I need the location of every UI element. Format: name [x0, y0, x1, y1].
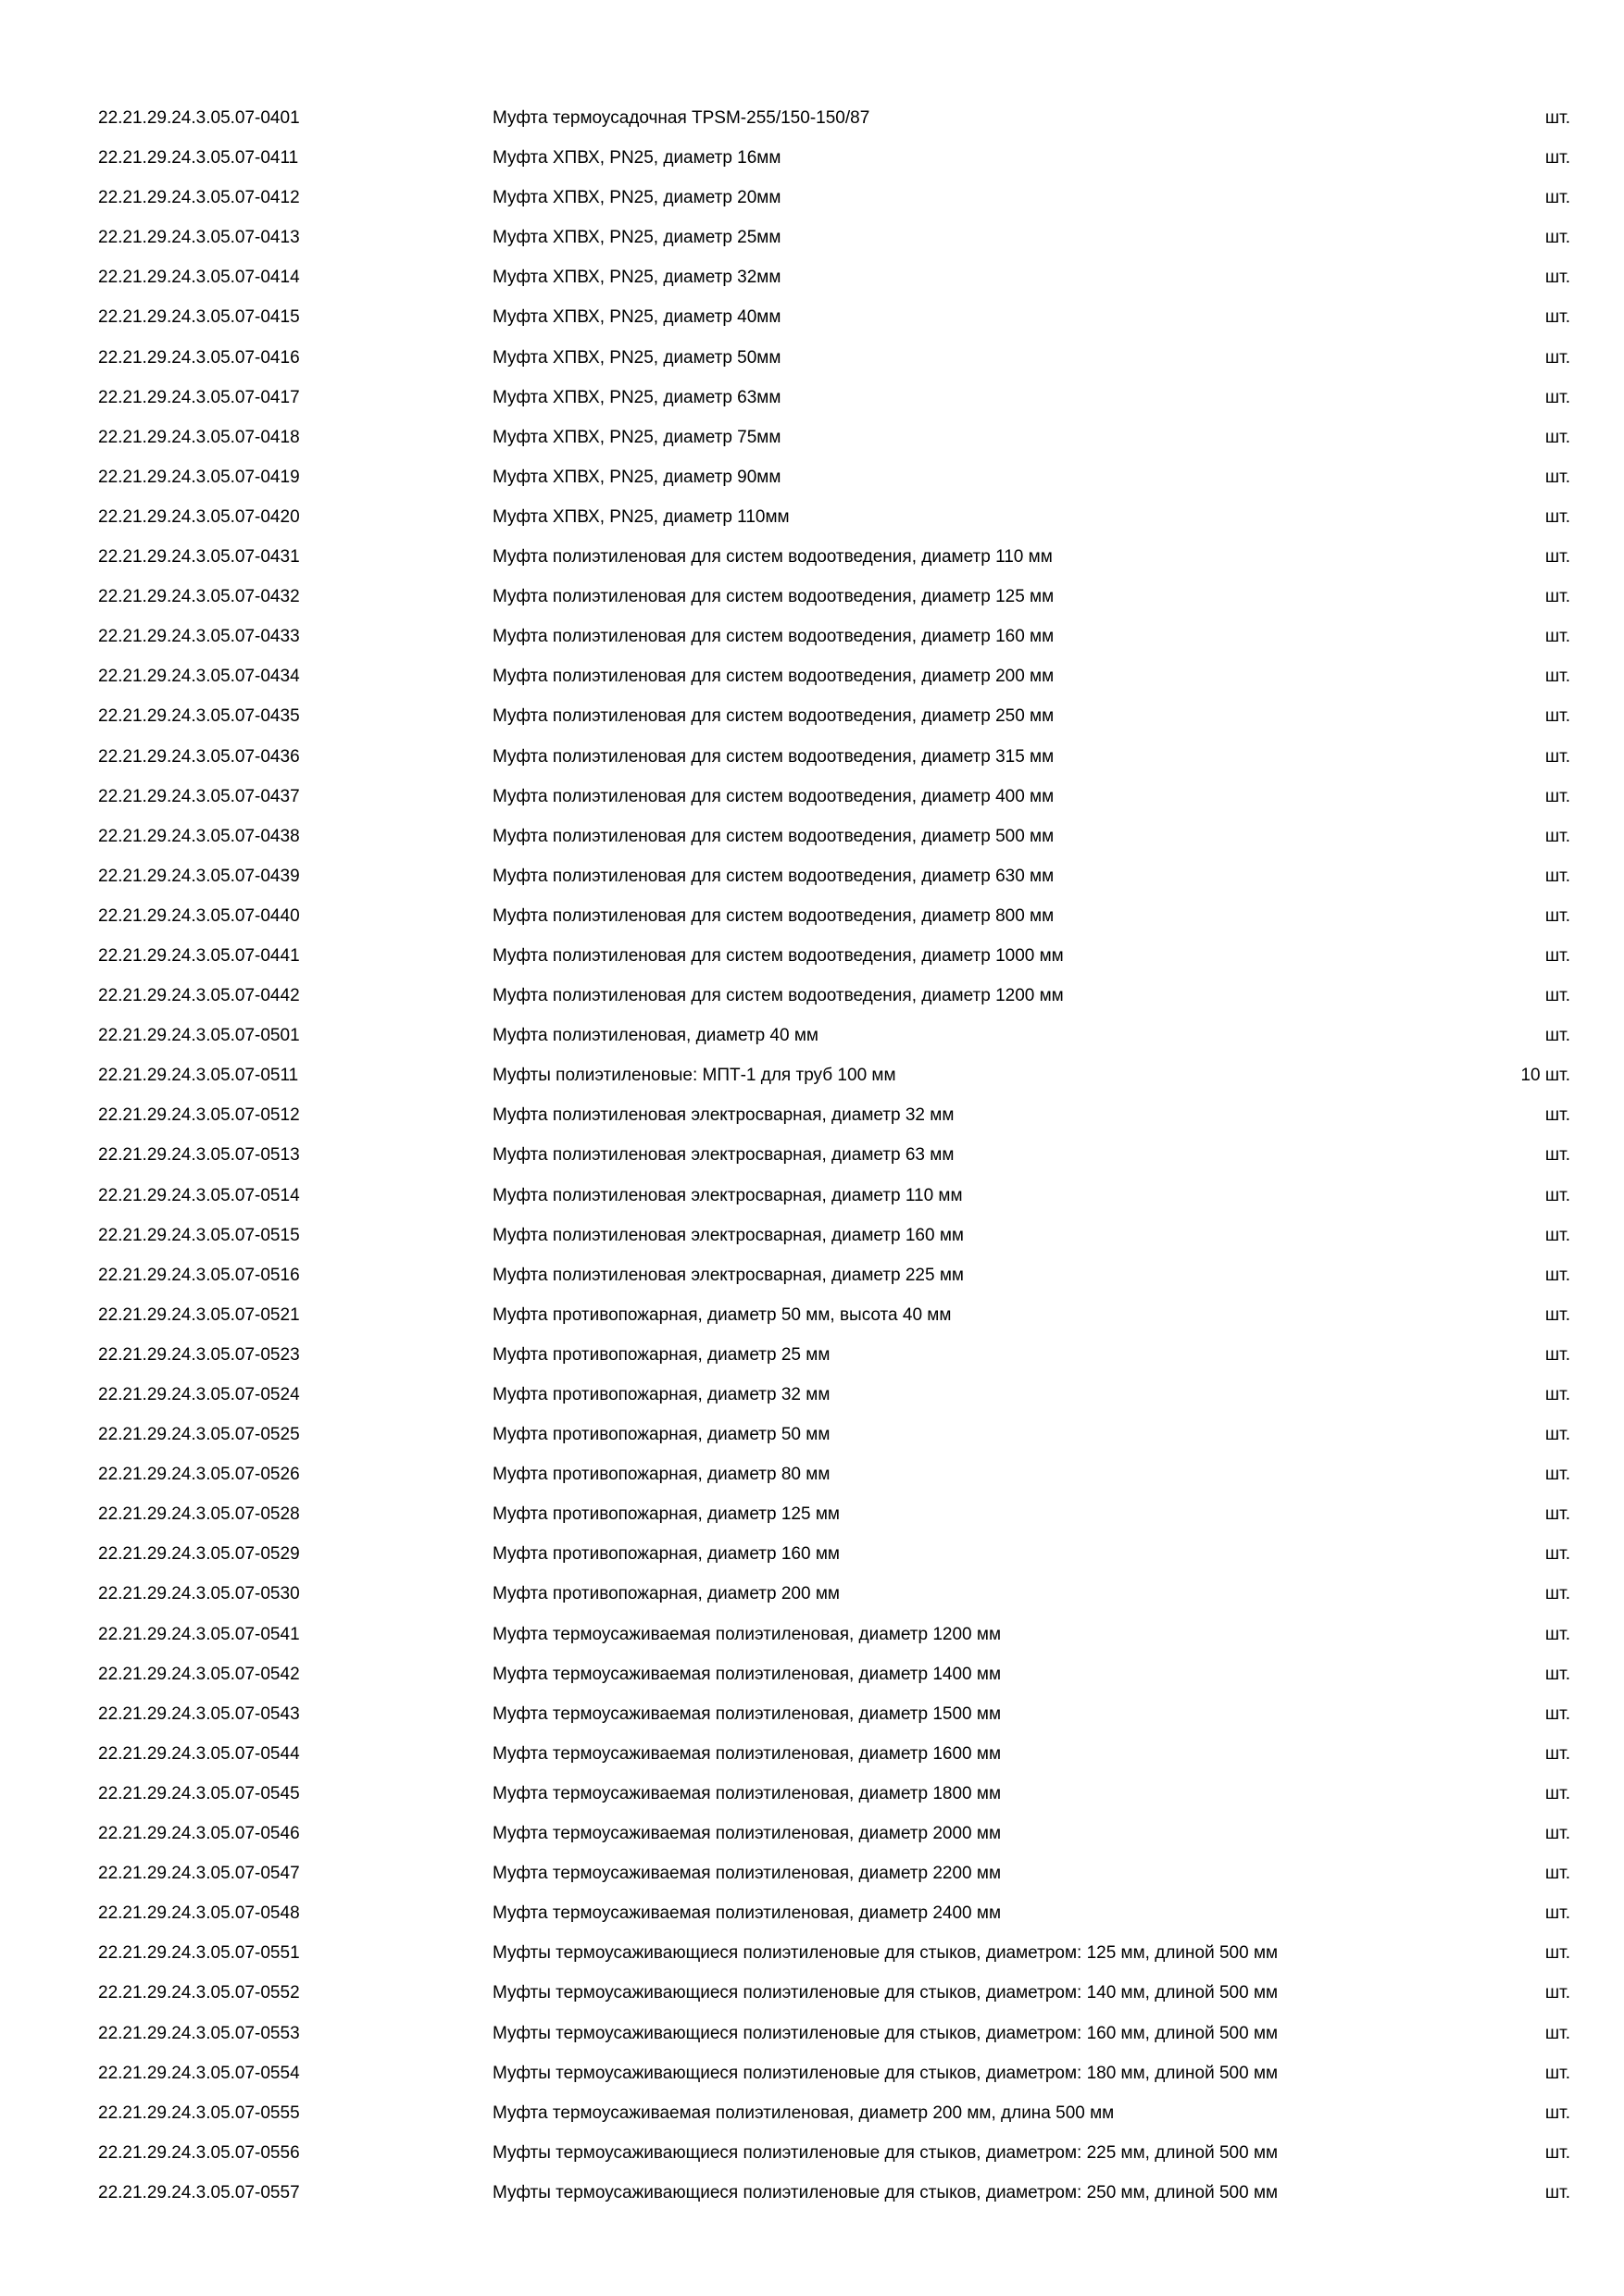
table-row: [98, 856, 1570, 896]
item-unit: шт.: [1544, 1903, 1570, 1924]
item-name: Муфта полиэтиленовая для систем водоотведения, диаметр 250 мм: [493, 706, 1055, 727]
table-row: [98, 1295, 1570, 1335]
item-code: 22.21.29.24.3.05.07-0415: [98, 307, 300, 328]
item-code: 22.21.29.24.3.05.07-0437: [98, 786, 300, 806]
item-unit: шт.: [1544, 945, 1570, 966]
item-unit: шт.: [1544, 1105, 1570, 1126]
table-row: [98, 537, 1570, 577]
table-row: [98, 257, 1570, 297]
table-row: [98, 1734, 1570, 1774]
item-code: 22.21.29.24.3.05.07-0521: [98, 1304, 300, 1325]
table-row: [98, 936, 1570, 976]
item-code: 22.21.29.24.3.05.07-0526: [98, 1465, 300, 1485]
table-row: [98, 1973, 1570, 2013]
table-row: [98, 1694, 1570, 1734]
item-name: Муфта противопожарная, диаметр 32 мм: [493, 1385, 831, 1404]
item-name: Муфта полиэтиленовая для систем водоотведения, диаметр 125 мм: [493, 587, 1055, 607]
item-name: Муфта полиэтиленовая электросварная, диаметр 160 мм: [493, 1225, 964, 1245]
item-name: Муфта полиэтиленовая, диаметр 40 мм: [493, 1026, 818, 1046]
item-name: Муфта термоусаживаемая полиэтиленовая, диаметр 2400 мм: [493, 1903, 1002, 1924]
table-row: [98, 817, 1570, 856]
item-code: 22.21.29.24.3.05.07-0547: [98, 1864, 300, 1884]
item-name: Муфта полиэтиленовая для систем водоотведения, диаметр 630 мм: [493, 866, 1055, 886]
item-unit: шт.: [1544, 667, 1570, 687]
item-code: 22.21.29.24.3.05.07-0542: [98, 1664, 300, 1684]
table-row: [98, 1375, 1570, 1415]
table-row: [98, 1574, 1570, 1614]
item-name: Муфта термоусаживаемая полиэтиленовая, диаметр 2000 мм: [493, 1824, 1002, 1844]
item-unit: шт.: [1544, 1703, 1570, 1724]
table-row: [98, 1216, 1570, 1255]
item-code: 22.21.29.24.3.05.07-0432: [98, 587, 300, 607]
item-code: 22.21.29.24.3.05.07-0416: [98, 347, 300, 368]
table-row: [98, 577, 1570, 617]
item-unit: шт.: [1544, 986, 1570, 1006]
item-unit: шт.: [1544, 746, 1570, 767]
item-code: 22.21.29.24.3.05.07-0439: [98, 866, 300, 886]
item-code: 22.21.29.24.3.05.07-0418: [98, 427, 300, 447]
table-row: [98, 1853, 1570, 1893]
table-row: [98, 2133, 1570, 2173]
item-unit: шт.: [1544, 2063, 1570, 2083]
table-row: [98, 1415, 1570, 1454]
item-unit: шт.: [1544, 706, 1570, 727]
item-code: 22.21.29.24.3.05.07-0530: [98, 1584, 300, 1604]
table-row: [98, 1095, 1570, 1135]
item-code: 22.21.29.24.3.05.07-0516: [98, 1265, 300, 1285]
item-name: Муфта полиэтиленовая для систем водоотведения, диаметр 315 мм: [493, 746, 1055, 767]
item-name: Муфта полиэтиленовая для систем водоотведения, диаметр 200 мм: [493, 667, 1055, 687]
item-name: Муфта полиэтиленовая электросварная, диаметр 110 мм: [493, 1185, 963, 1205]
item-unit: шт.: [1544, 1864, 1570, 1884]
item-code: 22.21.29.24.3.05.07-0555: [98, 2103, 300, 2123]
item-unit: шт.: [1544, 1783, 1570, 1803]
item-name: Муфта ХПВХ, PN25, диаметр 75мм: [493, 427, 781, 447]
item-code: 22.21.29.24.3.05.07-0523: [98, 1344, 300, 1365]
item-unit: шт.: [1544, 2142, 1570, 2163]
item-code: 22.21.29.24.3.05.07-0545: [98, 1783, 300, 1803]
item-name: Муфта термоусаживаемая полиэтиленовая, диаметр 1400 мм: [493, 1664, 1002, 1684]
item-code: 22.21.29.24.3.05.07-0440: [98, 905, 300, 926]
item-name: Муфта ХПВХ, PN25, диаметр 90мм: [493, 467, 781, 487]
item-name: Муфта ХПВХ, PN25, диаметр 16мм: [493, 148, 781, 168]
table-row: [98, 1494, 1570, 1534]
item-code: 22.21.29.24.3.05.07-0420: [98, 506, 300, 527]
item-code: 22.21.29.24.3.05.07-0413: [98, 228, 300, 248]
item-name: Муфта ХПВХ, PN25, диаметр 50мм: [493, 347, 781, 368]
table-row: [98, 656, 1570, 696]
item-code: 22.21.29.24.3.05.07-0557: [98, 2182, 300, 2202]
item-name: Муфта полиэтиленовая для систем водоотведения, диаметр 1200 мм: [493, 986, 1064, 1006]
item-name: Муфта ХПВХ, PN25, диаметр 32мм: [493, 268, 781, 288]
item-unit: шт.: [1544, 1943, 1570, 1964]
item-unit: шт.: [1544, 347, 1570, 368]
item-unit: 10 шт.: [1520, 1066, 1570, 1086]
item-unit: шт.: [1544, 2103, 1570, 2123]
item-code: 22.21.29.24.3.05.07-0528: [98, 1504, 300, 1525]
item-name: Муфта полиэтиленовая для систем водоотведения, диаметр 1000 мм: [493, 945, 1064, 966]
item-unit: шт.: [1544, 427, 1570, 447]
item-name: Муфта противопожарная, диаметр 200 мм: [493, 1584, 840, 1604]
item-unit: шт.: [1544, 587, 1570, 607]
item-name: Муфта термоусаживаемая полиэтиленовая, диаметр 1600 мм: [493, 1743, 1002, 1764]
item-code: 22.21.29.24.3.05.07-0417: [98, 387, 300, 407]
item-name: Муфта ХПВХ, PN25, диаметр 110мм: [493, 506, 790, 527]
item-unit: шт.: [1544, 148, 1570, 168]
table-row: [98, 777, 1570, 817]
item-name: Муфты термоусаживающиеся полиэтиленовые для стыков, диаметром: 125 мм, длиной 500 мм: [493, 1943, 1279, 1964]
item-name: Муфта противопожарная, диаметр 80 мм: [493, 1465, 831, 1485]
table-row: [98, 497, 1570, 537]
item-code: 22.21.29.24.3.05.07-0436: [98, 746, 300, 767]
table-row: [98, 1893, 1570, 1933]
table-row: [98, 976, 1570, 1016]
item-name: Муфта противопожарная, диаметр 50 мм: [493, 1425, 831, 1445]
price-list-table: [98, 98, 1570, 2213]
item-unit: шт.: [1544, 1225, 1570, 1245]
item-code: 22.21.29.24.3.05.07-0529: [98, 1544, 300, 1565]
item-name: Муфты термоусаживающиеся полиэтиленовые для стыков, диаметром: 180 мм, длиной 500 мм: [493, 2063, 1279, 2083]
item-unit: шт.: [1544, 2182, 1570, 2202]
item-name: Муфта полиэтиленовая для систем водоотведения, диаметр 500 мм: [493, 826, 1055, 846]
item-name: Муфта полиэтиленовая для систем водоотведения, диаметр 110 мм: [493, 547, 1053, 568]
item-code: 22.21.29.24.3.05.07-0512: [98, 1105, 300, 1126]
item-unit: шт.: [1544, 1026, 1570, 1046]
item-code: 22.21.29.24.3.05.07-0551: [98, 1943, 300, 1964]
table-row: [98, 98, 1570, 138]
item-unit: шт.: [1544, 1145, 1570, 1166]
item-code: 22.21.29.24.3.05.07-0524: [98, 1385, 300, 1404]
item-unit: шт.: [1544, 506, 1570, 527]
item-code: 22.21.29.24.3.05.07-0411: [98, 148, 299, 168]
table-row: [98, 457, 1570, 497]
table-row: [98, 2093, 1570, 2133]
table-row: [98, 1654, 1570, 1694]
item-name: Муфты полиэтиленовые: МПТ-1 для труб 100 мм: [493, 1066, 896, 1086]
item-name: Муфта противопожарная, диаметр 25 мм: [493, 1344, 831, 1365]
item-name: Муфты термоусаживающиеся полиэтиленовые для стыков, диаметром: 160 мм, длиной 500 мм: [493, 2023, 1279, 2043]
item-code: 22.21.29.24.3.05.07-0435: [98, 706, 300, 727]
table-row: [98, 2053, 1570, 2093]
table-row: [98, 1534, 1570, 1574]
item-name: Муфта ХПВХ, PN25, диаметр 20мм: [493, 188, 781, 208]
item-code: 22.21.29.24.3.05.07-0544: [98, 1743, 300, 1764]
table-row: [98, 737, 1570, 777]
item-name: Муфта термоусадочная TPSM-255/150-150/87: [493, 108, 870, 128]
table-row: [98, 617, 1570, 656]
item-unit: шт.: [1544, 866, 1570, 886]
item-code: 22.21.29.24.3.05.07-0552: [98, 1983, 300, 2003]
item-code: 22.21.29.24.3.05.07-0511: [98, 1066, 299, 1086]
item-unit: шт.: [1544, 1385, 1570, 1404]
item-unit: шт.: [1544, 1504, 1570, 1525]
item-unit: шт.: [1544, 2023, 1570, 2043]
item-unit: шт.: [1544, 1664, 1570, 1684]
item-unit: шт.: [1544, 1983, 1570, 2003]
table-row: [98, 218, 1570, 257]
table-row: [98, 297, 1570, 337]
item-name: Муфта ХПВХ, PN25, диаметр 40мм: [493, 307, 781, 328]
item-code: 22.21.29.24.3.05.07-0554: [98, 2063, 300, 2083]
item-name: Муфта полиэтиленовая электросварная, диаметр 225 мм: [493, 1265, 964, 1285]
item-code: 22.21.29.24.3.05.07-0419: [98, 467, 300, 487]
item-code: 22.21.29.24.3.05.07-0556: [98, 2142, 300, 2163]
item-unit: шт.: [1544, 467, 1570, 487]
item-code: 22.21.29.24.3.05.07-0514: [98, 1185, 300, 1205]
item-unit: шт.: [1544, 1824, 1570, 1844]
item-unit: шт.: [1544, 1304, 1570, 1325]
item-unit: шт.: [1544, 188, 1570, 208]
table-row: [98, 378, 1570, 418]
table-row: [98, 1615, 1570, 1654]
table-row: [98, 1055, 1570, 1095]
item-code: 22.21.29.24.3.05.07-0541: [98, 1624, 300, 1644]
item-unit: шт.: [1544, 826, 1570, 846]
item-code: 22.21.29.24.3.05.07-0515: [98, 1225, 300, 1245]
table-row: [98, 138, 1570, 178]
table-row: [98, 1016, 1570, 1055]
item-unit: шт.: [1544, 387, 1570, 407]
item-unit: шт.: [1544, 307, 1570, 328]
item-unit: шт.: [1544, 547, 1570, 568]
table-row: [98, 2173, 1570, 2213]
item-unit: шт.: [1544, 1584, 1570, 1604]
item-unit: шт.: [1544, 905, 1570, 926]
item-name: Муфта ХПВХ, PN25, диаметр 25мм: [493, 228, 781, 248]
item-name: Муфта термоусаживаемая полиэтиленовая, диаметр 1500 мм: [493, 1703, 1002, 1724]
item-code: 22.21.29.24.3.05.07-0401: [98, 108, 300, 128]
item-code: 22.21.29.24.3.05.07-0438: [98, 826, 300, 846]
item-name: Муфта термоусаживаемая полиэтиленовая, диаметр 200 мм, длина 500 мм: [493, 2103, 1115, 2123]
item-code: 22.21.29.24.3.05.07-0431: [98, 547, 300, 568]
item-name: Муфта полиэтиленовая электросварная, диаметр 32 мм: [493, 1105, 955, 1126]
item-code: 22.21.29.24.3.05.07-0548: [98, 1903, 300, 1924]
item-code: 22.21.29.24.3.05.07-0433: [98, 627, 300, 647]
item-unit: шт.: [1544, 1344, 1570, 1365]
item-name: Муфта полиэтиленовая для систем водоотведения, диаметр 800 мм: [493, 905, 1055, 926]
item-code: 22.21.29.24.3.05.07-0553: [98, 2023, 300, 2043]
table-row: [98, 1176, 1570, 1216]
item-code: 22.21.29.24.3.05.07-0513: [98, 1145, 300, 1166]
item-unit: шт.: [1544, 1743, 1570, 1764]
item-code: 22.21.29.24.3.05.07-0434: [98, 667, 300, 687]
item-name: Муфта противопожарная, диаметр 160 мм: [493, 1544, 840, 1565]
item-name: Муфта полиэтиленовая электросварная, диаметр 63 мм: [493, 1145, 955, 1166]
item-unit: шт.: [1544, 228, 1570, 248]
item-code: 22.21.29.24.3.05.07-0412: [98, 188, 300, 208]
table-row: [98, 1933, 1570, 1973]
item-name: Муфта противопожарная, диаметр 50 мм, высота 40 мм: [493, 1304, 952, 1325]
item-code: 22.21.29.24.3.05.07-0442: [98, 986, 300, 1006]
item-code: 22.21.29.24.3.05.07-0414: [98, 268, 300, 288]
item-unit: шт.: [1544, 108, 1570, 128]
table-row: [98, 1454, 1570, 1494]
item-unit: шт.: [1544, 1185, 1570, 1205]
item-unit: шт.: [1544, 786, 1570, 806]
item-name: Муфта ХПВХ, PN25, диаметр 63мм: [493, 387, 781, 407]
item-unit: шт.: [1544, 1465, 1570, 1485]
table-row: [98, 1335, 1570, 1375]
item-name: Муфта термоусаживаемая полиэтиленовая, диаметр 1200 мм: [493, 1624, 1002, 1644]
item-name: Муфты термоусаживающиеся полиэтиленовые для стыков, диаметром: 250 мм, длиной 500 мм: [493, 2182, 1279, 2202]
item-code: 22.21.29.24.3.05.07-0525: [98, 1425, 300, 1445]
table-row: [98, 896, 1570, 936]
item-code: 22.21.29.24.3.05.07-0501: [98, 1026, 300, 1046]
table-row: [98, 2014, 1570, 2053]
table-row: [98, 418, 1570, 457]
item-unit: шт.: [1544, 1624, 1570, 1644]
item-name: Муфта полиэтиленовая для систем водоотведения, диаметр 400 мм: [493, 786, 1055, 806]
item-name: Муфта термоусаживаемая полиэтиленовая, диаметр 1800 мм: [493, 1783, 1002, 1803]
item-unit: шт.: [1544, 1544, 1570, 1565]
table-row: [98, 338, 1570, 378]
item-unit: шт.: [1544, 268, 1570, 288]
table-row: [98, 1135, 1570, 1175]
item-code: 22.21.29.24.3.05.07-0546: [98, 1824, 300, 1844]
item-unit: шт.: [1544, 627, 1570, 647]
table-row: [98, 178, 1570, 218]
item-code: 22.21.29.24.3.05.07-0543: [98, 1703, 300, 1724]
item-name: Муфта термоусаживаемая полиэтиленовая, диаметр 2200 мм: [493, 1864, 1002, 1884]
table-row: [98, 1774, 1570, 1814]
table-row: [98, 1814, 1570, 1853]
table-row: [98, 696, 1570, 736]
item-name: Муфта полиэтиленовая для систем водоотведения, диаметр 160 мм: [493, 627, 1055, 647]
item-name: Муфта противопожарная, диаметр 125 мм: [493, 1504, 840, 1525]
item-name: Муфты термоусаживающиеся полиэтиленовые для стыков, диаметром: 140 мм, длиной 500 мм: [493, 1983, 1279, 2003]
item-unit: шт.: [1544, 1425, 1570, 1445]
item-name: Муфты термоусаживающиеся полиэтиленовые для стыков, диаметром: 225 мм, длиной 500 мм: [493, 2142, 1279, 2163]
item-code: 22.21.29.24.3.05.07-0441: [98, 945, 300, 966]
table-row: [98, 1255, 1570, 1295]
item-unit: шт.: [1544, 1265, 1570, 1285]
